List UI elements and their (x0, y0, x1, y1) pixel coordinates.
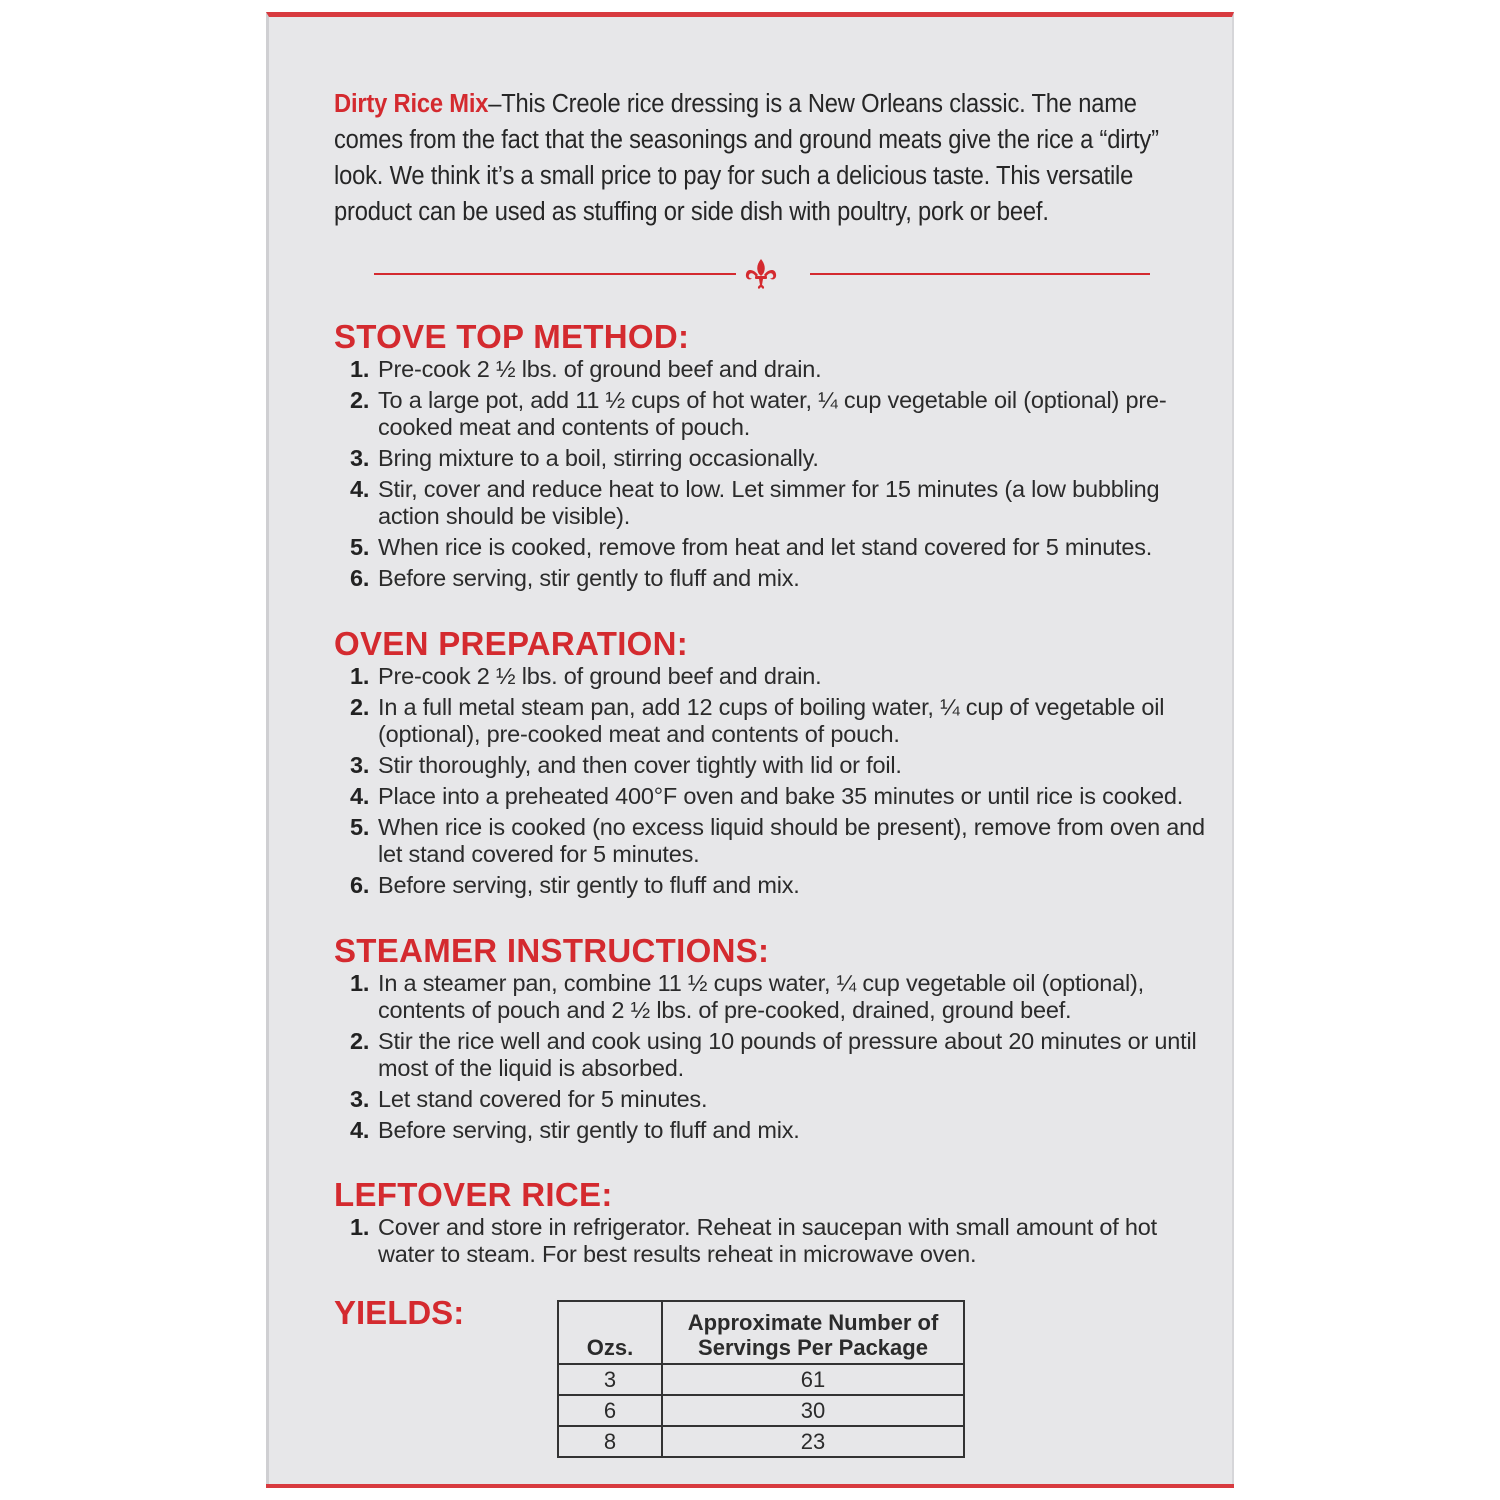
table-row (558, 1426, 964, 1457)
list-item: 2. To a large pot, add 11 ½ cups of hot water, ¼ cup vegetable oil (optional) pre-cooked meat and contents of pouch. (350, 387, 1167, 440)
list-item: 3. Let stand covered for 5 minutes. (350, 1086, 708, 1112)
cell-servings: 23 (662, 1426, 964, 1457)
steamer-section (334, 932, 1214, 1148)
cell-servings: 30 (662, 1395, 964, 1426)
leftover-section (334, 1176, 1214, 1272)
cell-servings: 61 (662, 1364, 964, 1395)
header-ozs: Ozs. (558, 1301, 662, 1364)
list-item: 2. Stir the rice well and cook using 10 pounds of pressure about 20 minutes or until most of the liquid is absorbed. (350, 1028, 1197, 1081)
list-item: 4. Stir, cover and reduce heat to low. Let simmer for 15 minutes (a low bubbling action should be visible). (350, 476, 1160, 529)
divider-line-right (810, 273, 1150, 275)
stove-top-steps (334, 356, 1214, 592)
fleur-divider (374, 258, 1150, 290)
package-bottom-edge (266, 1484, 1234, 1488)
table-header-row (558, 1301, 964, 1364)
stove-top-section (334, 318, 1214, 596)
intro-text: –This Creole rice dressing is a New Orleans classic. The name comes from the fact that the seasonings and ground meats give the rice a “dirty” look. We think it’s a small price to pay for such a delicious taste. This versatile product can be used as stuffing or side dish with poultry, pork or beef. (334, 90, 1159, 226)
oven-steps (334, 663, 1214, 899)
list-item: 1. Pre-cook 2 ½ lbs. of ground beef and drain. (350, 663, 822, 689)
list-item: 4. Place into a preheated 400°F oven and bake 35 minutes or until rice is cooked. (350, 783, 1184, 809)
cell-oz: 6 (558, 1395, 662, 1426)
intro-lead: Dirty Rice Mix (334, 90, 489, 118)
divider-line-left (374, 273, 736, 275)
header-servings: Approximate Number of Servings Per Package (662, 1301, 964, 1364)
list-item: 5. When rice is cooked, remove from heat and let stand covered for 5 minutes. (350, 534, 1153, 560)
list-item: 5. When rice is cooked (no excess liquid should be present), remove from oven and let stand covered for 5 minutes. (350, 814, 1205, 867)
stove-top-title: STOVE TOP METHOD: (334, 318, 690, 355)
list-item: 1. In a steamer pan, combine 11 ½ cups water, ¼ cup vegetable oil (optional), contents of pouch and 2 ½ lbs. of pre-cooked, drained, ground beef. (350, 970, 1144, 1023)
list-item: 3. Bring mixture to a boil, stirring occasionally. (350, 445, 819, 471)
intro-paragraph (334, 86, 1190, 230)
oven-section (334, 625, 1214, 903)
table-row (558, 1395, 964, 1426)
list-item: 2. In a full metal steam pan, add 12 cups of boiling water, ¼ cup of vegetable oil (optional), pre-cooked meat and contents of pouch. (350, 694, 1165, 747)
list-item: 1. Pre-cook 2 ½ lbs. of ground beef and drain. (350, 356, 822, 382)
steamer-title: STEAMER INSTRUCTIONS: (334, 932, 770, 969)
yields-table (557, 1300, 965, 1458)
list-item: 6. Before serving, stir gently to fluff and mix. (350, 565, 800, 591)
cell-oz: 3 (558, 1364, 662, 1395)
leftover-title: LEFTOVER RICE: (334, 1176, 613, 1213)
steamer-steps (334, 970, 1214, 1144)
intro-block (334, 86, 1214, 230)
oven-title: OVEN PREPARATION: (334, 625, 689, 662)
list-item: 6. Before serving, stir gently to fluff and mix. (350, 872, 800, 898)
list-item: 4. Before serving, stir gently to fluff and mix. (350, 1117, 800, 1143)
yields-title: YIELDS: (334, 1294, 465, 1331)
table-row (558, 1364, 964, 1395)
cell-oz: 8 (558, 1426, 662, 1457)
list-item: 3. Stir thoroughly, and then cover tightly with lid or foil. (350, 752, 902, 778)
leftover-steps (334, 1214, 1214, 1268)
fleur-de-lis-icon (740, 258, 782, 290)
list-item: 1. Cover and store in refrigerator. Reheat in saucepan with small amount of hot water to steam. For best results reheat in microwave oven. (350, 1214, 1158, 1267)
